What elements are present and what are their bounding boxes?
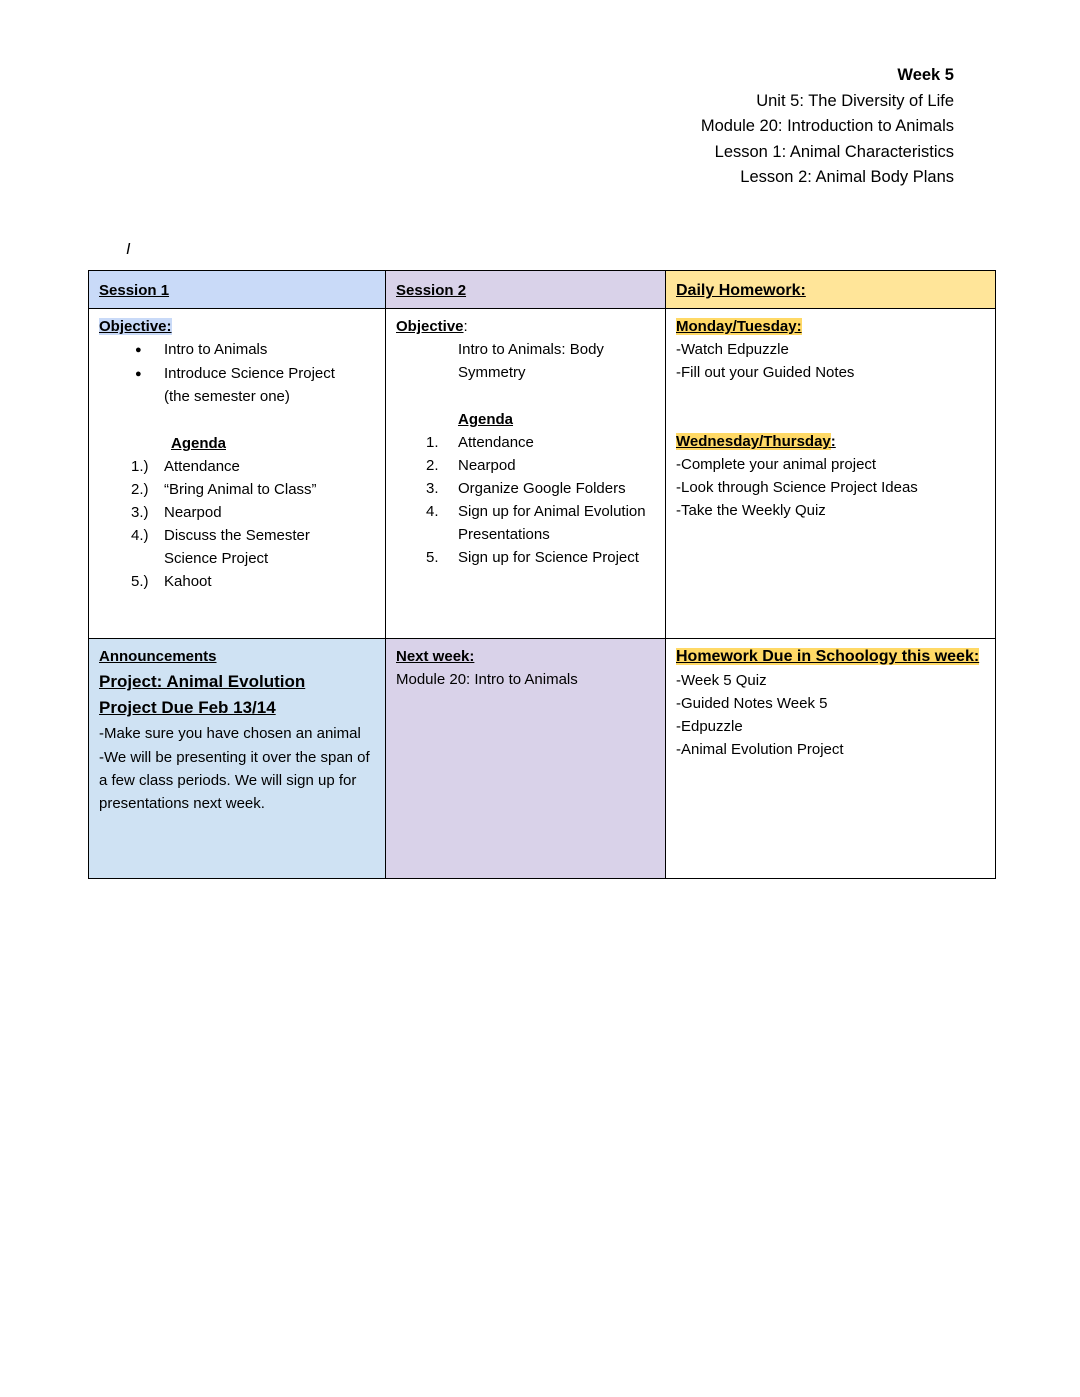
session2-header-label: Session 2 <box>396 282 467 299</box>
homework-due-item: -Animal Evolution Project <box>676 741 844 758</box>
session2-body-cell <box>386 309 666 639</box>
session2-agenda-heading <box>396 408 655 431</box>
session2-agenda-text: Organize Google Folders <box>458 480 626 497</box>
homework-due-cell <box>666 639 996 879</box>
next-week-cell <box>386 639 666 879</box>
wednesday-thursday-heading <box>676 430 985 453</box>
doc-header-lesson2-line: Lesson 2: Animal Body Plans <box>740 168 954 186</box>
list-number: 2.) <box>131 481 149 498</box>
announcements-line: -Make sure you have chosen an animal <box>99 725 361 742</box>
homework-due-item: -Week 5 Quiz <box>676 672 767 689</box>
homework-item: -Watch Edpuzzle <box>676 341 789 358</box>
wednesday-thursday-label: Wednesday/Thursday <box>676 433 831 450</box>
list-number: 4.) <box>131 527 149 544</box>
session1-agenda-item <box>131 478 375 501</box>
homework-item: -Fill out your Guided Notes <box>676 364 855 381</box>
session2-objective-colon: : <box>463 318 468 335</box>
session1-bullet-text: Introduce Science Project (the semester one) <box>164 365 335 405</box>
list-number: 1.) <box>131 458 149 475</box>
session2-agenda-item <box>426 546 655 569</box>
session2-agenda-text: Sign up for Animal Evolution Presentations <box>458 503 646 543</box>
homework-item: -Take the Weekly Quiz <box>676 502 826 519</box>
session2-agenda-item <box>426 500 655 546</box>
wednesday-thursday-colon: : <box>830 433 836 450</box>
session1-agenda-text: Discuss the Semester Science Project <box>164 527 310 567</box>
daily-homework-header-label: Daily Homework: <box>676 282 806 299</box>
session1-agenda-item <box>131 501 375 524</box>
session1-bullet-text: Intro to Animals <box>164 341 268 358</box>
lesson-plan-table <box>88 270 996 879</box>
session1-objective-label: Objective: <box>99 318 172 335</box>
session1-objective <box>99 315 375 338</box>
session2-agenda-label: Agenda <box>458 411 514 428</box>
table-body-row <box>89 309 996 639</box>
announcements-line: -We will be presenting it over the span of a few class periods. We will sign up for presentations next week. <box>99 749 370 812</box>
session2-agenda-text: Attendance <box>458 434 534 451</box>
homework-due-label: Homework Due in Schoology this week: <box>676 648 980 665</box>
announcements-cell <box>89 639 386 879</box>
session1-agenda-text: Kahoot <box>164 573 212 590</box>
homework-item: -Complete your animal project <box>676 456 877 473</box>
session1-agenda-label: Agenda <box>171 435 227 452</box>
stray-cursor-text: I <box>126 241 131 258</box>
session2-agenda-text: Nearpod <box>458 457 516 474</box>
session2-agenda-item <box>426 477 655 500</box>
session1-agenda-heading <box>99 432 375 455</box>
doc-header <box>701 63 954 191</box>
doc-header-module-line: Module 20: Introduction to Animals <box>700 117 954 135</box>
next-week-text: Module 20: Intro to Animals <box>396 671 578 688</box>
session1-header-cell <box>89 271 386 309</box>
session1-header-label: Session 1 <box>99 282 170 299</box>
list-number: 2. <box>426 457 439 474</box>
session1-agenda-item <box>131 455 375 478</box>
announcements-title: Announcements <box>99 648 217 665</box>
bullet-icon: ● <box>135 344 142 356</box>
monday-tuesday-label: Monday/Tuesday: <box>676 318 802 335</box>
doc-header-lesson1-line: Lesson 1: Animal Characteristics <box>714 142 954 161</box>
session2-objective-text: Intro to Animals: Body Symmetry <box>458 341 604 381</box>
table-footer-row <box>89 639 996 879</box>
session1-agenda-text: Nearpod <box>164 504 222 521</box>
next-week-heading <box>396 645 655 668</box>
session2-agenda-item <box>426 431 655 454</box>
homework-item: -Look through Science Project Ideas <box>676 479 918 496</box>
daily-homework-body-cell <box>666 309 996 639</box>
list-number: 1. <box>426 434 439 451</box>
session1-agenda-text: “Bring Animal to Class” <box>164 481 317 498</box>
session1-agenda-item <box>131 524 375 570</box>
list-number: 4. <box>426 503 439 520</box>
list-number: 3.) <box>131 504 149 521</box>
list-number: 5. <box>426 549 439 566</box>
monday-tuesday-heading <box>676 315 985 338</box>
session2-agenda-item <box>426 454 655 477</box>
announcements-heading <box>99 645 375 668</box>
bullet-icon: ● <box>135 368 142 380</box>
session1-agenda-item <box>131 570 375 593</box>
table-header-row <box>89 271 996 309</box>
doc-header-unit-line: Unit 5: The Diversity of Life <box>756 91 954 110</box>
session1-bullet-item <box>135 338 375 362</box>
session2-objective <box>396 315 655 338</box>
homework-due-heading <box>676 645 985 669</box>
session2-header-cell <box>386 271 666 309</box>
next-week-label: Next week: <box>396 648 475 665</box>
project-title: Project: Animal Evolution Project Due Feb 13/14 <box>99 672 306 717</box>
session1-bullet-item <box>135 362 375 408</box>
session1-agenda-text: Attendance <box>164 458 240 475</box>
session2-objective-label: Objective <box>396 318 464 335</box>
session2-agenda-text: Sign up for Science Project <box>458 549 639 566</box>
homework-due-item: -Edpuzzle <box>676 718 743 735</box>
list-number: 5.) <box>131 573 149 590</box>
daily-homework-header-cell <box>666 271 996 309</box>
list-number: 3. <box>426 480 439 497</box>
session1-body-cell <box>89 309 386 639</box>
homework-due-item: -Guided Notes Week 5 <box>676 695 828 712</box>
doc-header-week: Week 5 <box>897 66 954 84</box>
